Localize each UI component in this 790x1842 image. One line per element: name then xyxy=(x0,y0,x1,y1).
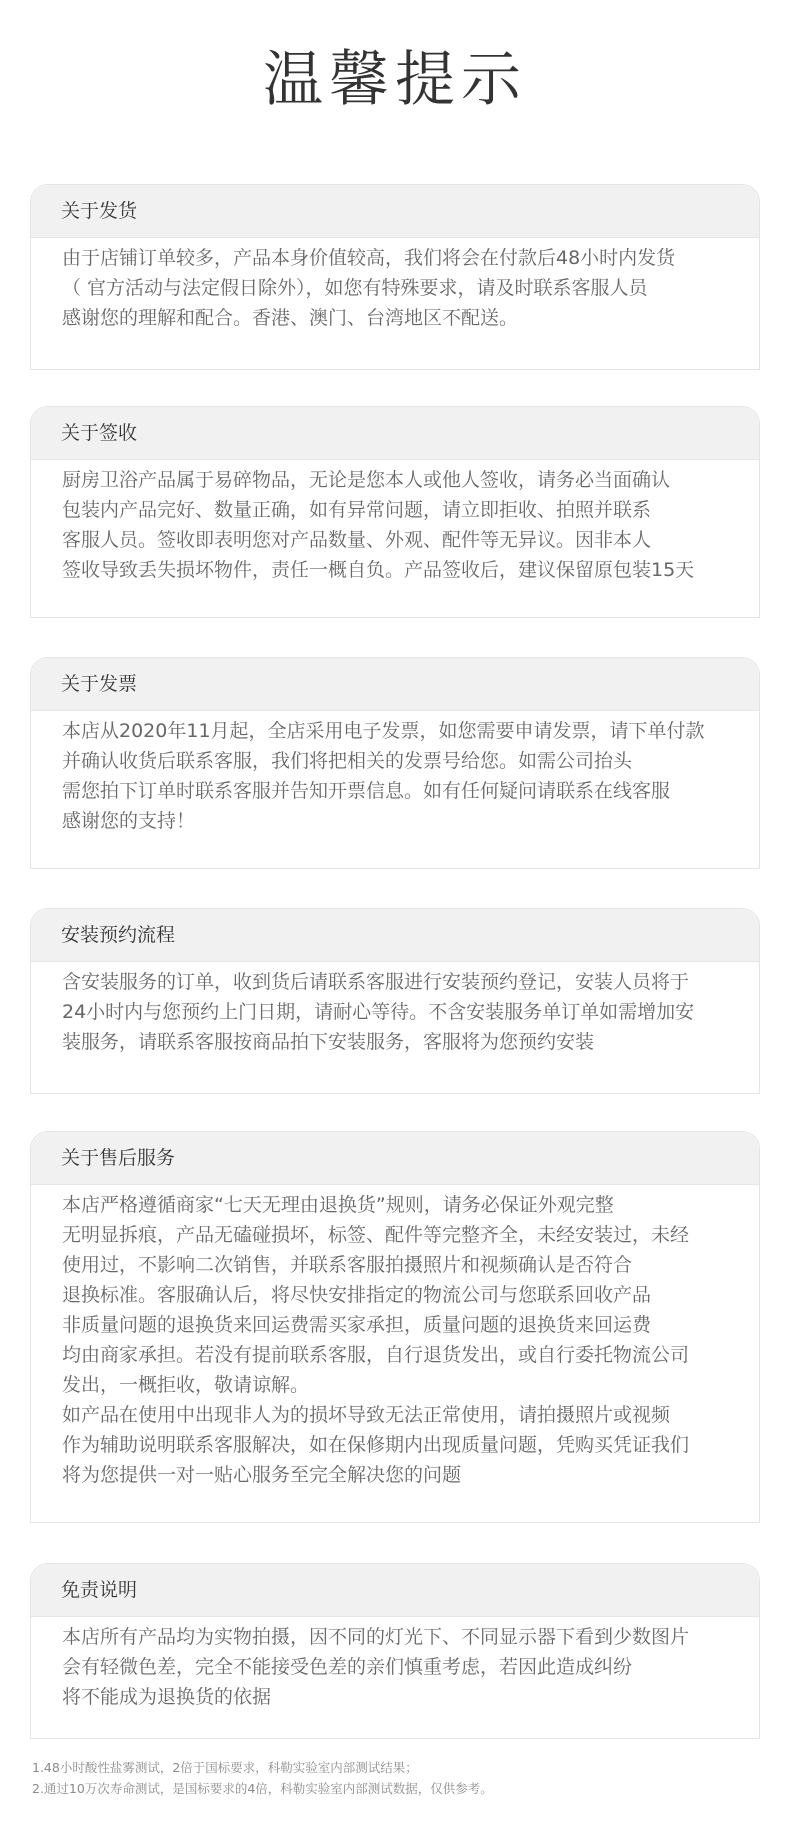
body-line: 含安装服务的订单，收到货后请联系客服进行安装预约登记，安装人员将于 xyxy=(62,971,690,993)
body-line: 发出，一概拒收，敬请谅解。 xyxy=(62,1374,310,1396)
section-after-sales xyxy=(30,1131,760,1523)
section-body xyxy=(31,460,759,585)
body-line: 装服务，请联系客服按商品拍下安装服务，客服将为您预约安装 xyxy=(62,1031,595,1053)
body-line: 24小时内与您预约上门日期，请耐心等待。不含安装服务单订单如需增加安 xyxy=(62,1001,695,1023)
body-line: 使用过，不影响二次销售，并联系客服拍摄照片和视频确认是否符合 xyxy=(62,1254,633,1276)
body-line: 由于店铺订单较多，产品本身价值较高，我们将会在付款后48小时内发货 xyxy=(62,247,676,269)
footnote: 2.通过10万次寿命测试，是国标要求的4倍，科勒实验室内部测试数据，仅供参考。 xyxy=(32,1781,493,1796)
section-disclaimer xyxy=(30,1563,760,1739)
body-line: 将不能成为退换货的依据 xyxy=(62,1686,272,1708)
body-line: 将为您提供一对一贴心服务至完全解决您的问题 xyxy=(62,1464,462,1486)
section-body xyxy=(31,1185,759,1490)
section-installation xyxy=(30,908,760,1094)
body-line: 感谢您的支持！ xyxy=(62,810,196,832)
body-line: 均由商家承担。若没有提前联系客服，自行退货发出，或自行委托物流公司 xyxy=(62,1344,690,1366)
body-line: （ 官方活动与法定假日除外），如您有特殊要求，请及时联系客服人员 xyxy=(62,277,648,299)
body-line: 本店从2020年11月起，全店采用电子发票，如您需要申请发票，请下单付款 xyxy=(62,720,705,742)
body-line: 非质量问题的退换货来回运费需买家承担，质量问题的退换货来回运费 xyxy=(62,1314,652,1336)
body-line: 本店严格遵循商家“七天无理由退换货”规则，请务必保证外观完整 xyxy=(62,1194,614,1216)
body-line: 退换标准。客服确认后，将尽快安排指定的物流公司与您联系回收产品 xyxy=(62,1284,652,1306)
body-line: 需您拍下订单时联系客服并告知开票信息。如有任何疑问请联系在线客服 xyxy=(62,780,671,802)
body-line: 厨房卫浴产品属于易碎物品，无论是您本人或他人签收，请务必当面确认 xyxy=(62,469,671,491)
body-line: 包装内产品完好、数量正确，如有异常问题，请立即拒收、拍照并联系 xyxy=(62,499,652,521)
section-invoice xyxy=(30,657,760,869)
section-heading: 关于售后服务 xyxy=(31,1132,759,1185)
section-heading: 关于发货 xyxy=(31,185,759,238)
body-line: 会有轻微色差，完全不能接受色差的亲们慎重考虑，若因此造成纠纷 xyxy=(62,1656,633,1678)
body-line: 签收导致丢失损坏物件，责任一概自负。产品签收后，建议保留原包装15天 xyxy=(62,559,695,581)
body-line: 感谢您的理解和配合。香港、澳门、台湾地区不配送。 xyxy=(62,307,519,329)
section-heading: 免责说明 xyxy=(31,1564,759,1617)
body-line: 如产品在使用中出现非人为的损坏导致无法正常使用，请拍摄照片或视频 xyxy=(62,1404,671,1426)
page-title: 温馨提示 xyxy=(263,45,527,115)
section-shipping xyxy=(30,184,760,370)
body-line: 并确认收货后联系客服，我们将把相关的发票号给您。如需公司抬头 xyxy=(62,750,633,772)
section-heading: 关于签收 xyxy=(31,407,759,460)
body-line: 本店所有产品均为实物拍摄，因不同的灯光下、不同显示器下看到少数图片 xyxy=(62,1626,690,1648)
section-body xyxy=(31,962,759,1057)
section-heading: 关于发票 xyxy=(31,658,759,711)
body-line: 无明显拆痕，产品无磕碰损坏，标签、配件等完整齐全，未经安装过，未经 xyxy=(62,1224,690,1246)
section-body xyxy=(31,711,759,836)
section-body xyxy=(31,238,759,333)
footnotes xyxy=(32,1757,493,1799)
footnote: 1.48小时酸性盐雾测试，2倍于国标要求，科勒实验室内部测试结果； xyxy=(32,1760,418,1775)
body-line: 客服人员。签收即表明您对产品数量、外观、配件等无异议。因非本人 xyxy=(62,529,652,551)
section-heading: 安装预约流程 xyxy=(31,909,759,962)
section-receipt xyxy=(30,406,760,618)
body-line: 作为辅助说明联系客服解决，如在保修期内出现质量问题，凭购买凭证我们 xyxy=(62,1434,690,1456)
section-body xyxy=(31,1617,759,1712)
